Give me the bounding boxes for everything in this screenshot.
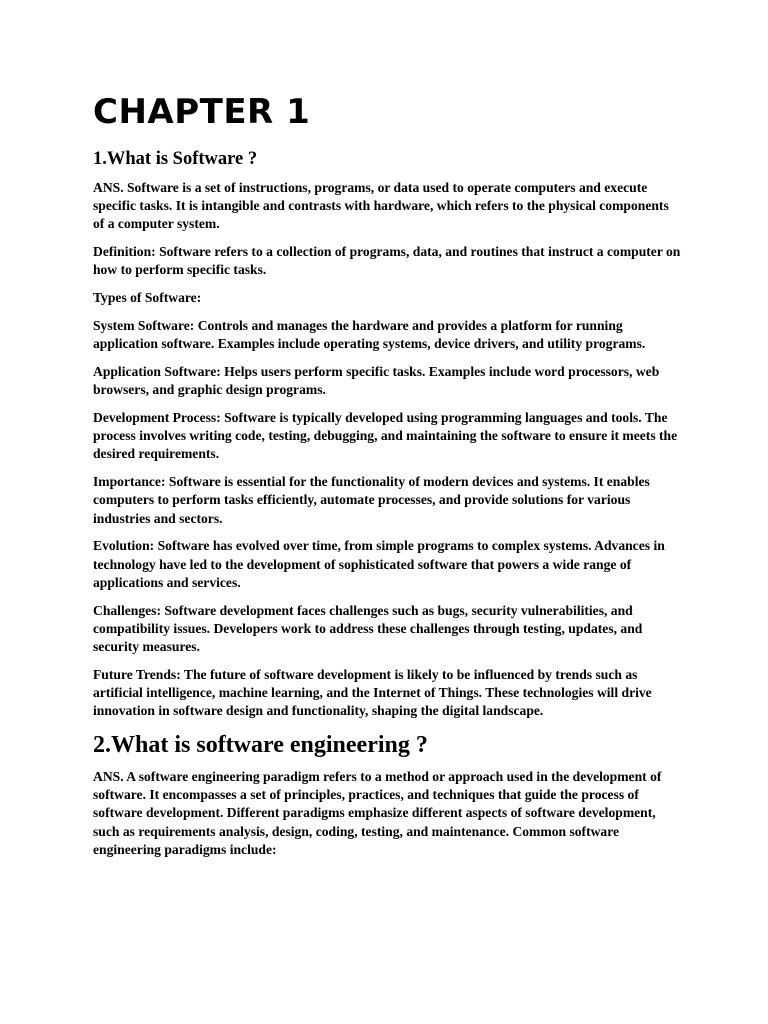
section-1-paragraph-8: Evolution: Software has evolved over time, from simple programs to complex systems. Advances in technology have led to the development of sophisticated software that powers a wide range of applications and services. <box>93 538 665 590</box>
chapter-title: CHAPTER 1 <box>93 92 311 132</box>
section-1-paragraph-10: Future Trends: The future of software development is likely to be influenced by trends such as artificial intelligence, machine learning, and the Internet of Things. These technologies will drive innovation in software design and functionality, shaping the digital landscape. <box>93 666 652 719</box>
section-2-heading: 2.What is software engineering ? <box>93 732 428 759</box>
section-1-paragraph-3: Types of Software: <box>93 290 202 306</box>
section-1-paragraph-6: Development Process: Software is typically developed using programming languages and tools. The process involves writing code, testing, debugging, and maintaining the software to ensure it meets the desired requirements. <box>93 410 678 462</box>
section-1-heading: 1.What is Software ? <box>93 149 258 169</box>
section-2-paragraph-1: ANS. A software engineering paradigm refers to a method or approach used in the development of software. It encompasses a set of principles, practices, and techniques that guide the process of software development. Different paradigms emphasize different aspects of software development, such as requirements analysis, design, coding, testing, and maintenance. Common software engineering paradigms include: <box>93 769 662 857</box>
section-1-paragraph-2: Definition: Software refers to a collection of programs, data, and routines that instruct a computer on how to perform specific tasks. <box>93 244 681 278</box>
section-1-paragraph-7: Importance: Software is essential for the functionality of modern devices and systems. It enables computers to perform tasks efficiently, automate processes, and provide solutions for various industries and sectors. <box>93 474 650 526</box>
section-1-paragraph-1: ANS. Software is a set of instructions, programs, or data used to operate computers and execute specific tasks. It is intangible and contrasts with hardware, which refers to the physical components of a computer system. <box>93 180 669 232</box>
section-1-paragraph-5: Application Software: Helps users perform specific tasks. Examples include word processors, web browsers, and graphic design programs. <box>93 364 660 398</box>
section-1-paragraph-4: System Software: Controls and manages the hardware and provides a platform for running application software. Examples include operating systems, device drivers, and utility programs. <box>93 318 646 352</box>
section-1-paragraph-9: Challenges: Software development faces challenges such as bugs, security vulnerabilities, and compatibility issues. Developers work to address these challenges through testing, updates, and security measures. <box>93 602 643 655</box>
document-page <box>93 92 683 869</box>
